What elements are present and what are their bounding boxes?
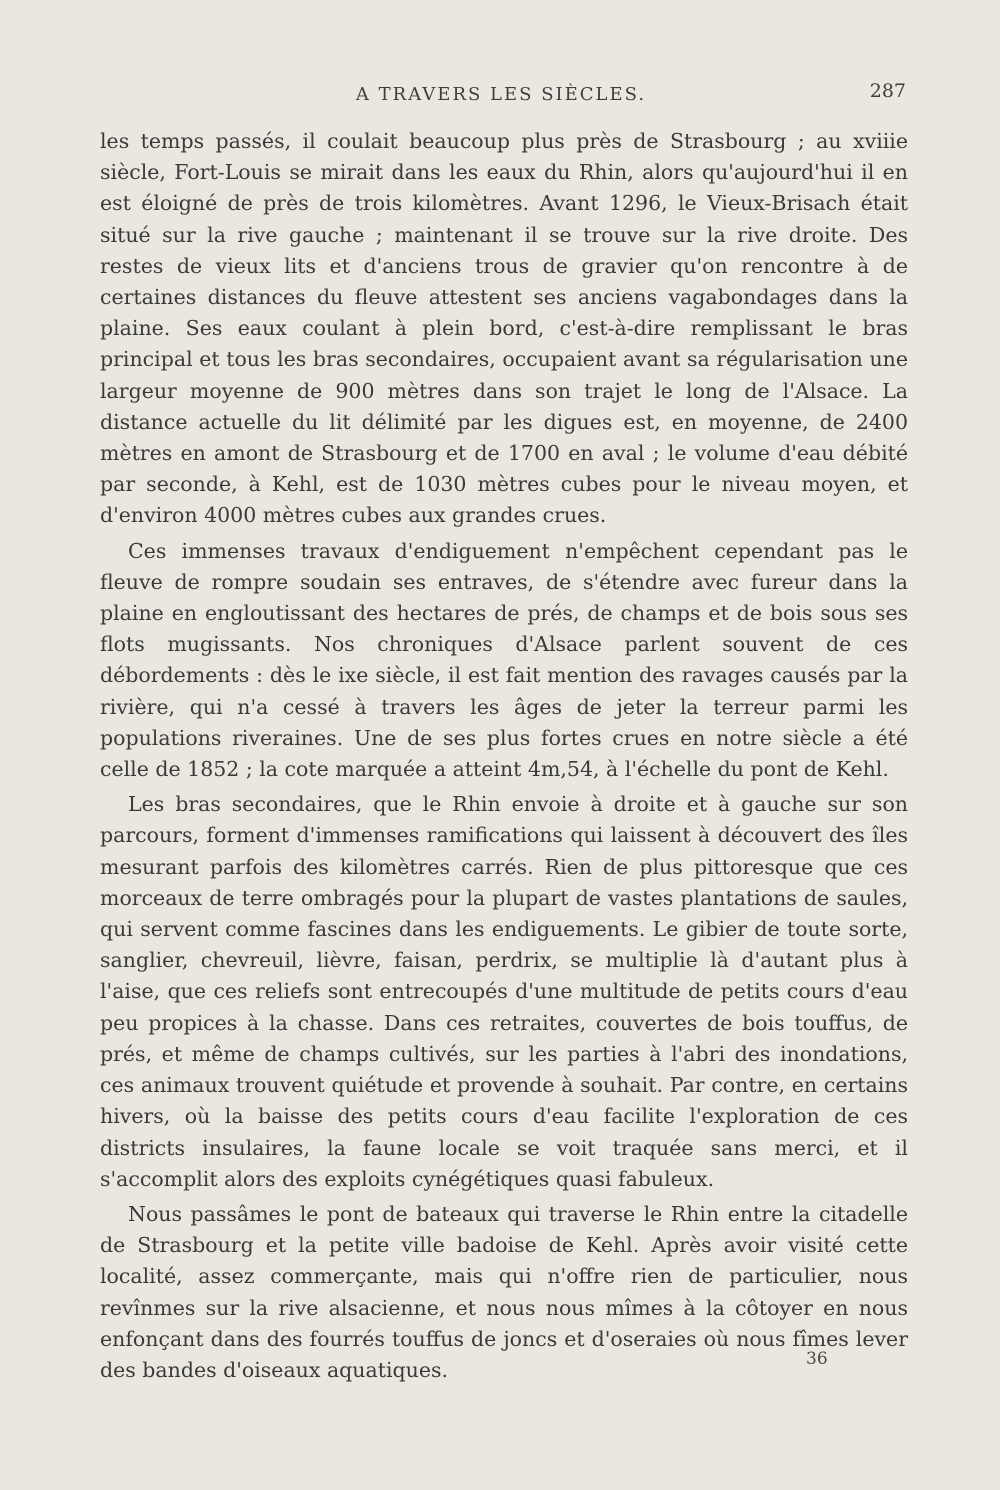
body-text	[100, 126, 908, 1386]
paragraph-1: les temps passés, il coulait beaucoup plus près de Strasbourg ; au xviiie siècle, Fort-Louis se mirait dans les eaux du Rhin, alors qu'aujourd'hui il en est éloigné de près de trois kilomètres. Avant 1296, le Vieux-Brisach était situé sur la rive gauche ; maintenant il se trouve sur la rive droite. Des restes de vieux lits et d'anciens trous de gravier qu'on rencontre à de certaines distances du fleuve attestent ses anciens vagabondages dans la plaine. Ses eaux coulant à plein bord, c'est-à-dire remplissant le bras principal et tous les bras secondaires, occupaient avant sa régularisation une largeur moyenne de 900 mètres dans son trajet le long de l'Alsace. La distance actuelle du lit délimité par les digues est, en moyenne, de 2400 mètres en amont de Strasbourg et de 1700 en aval ; le volume d'eau débité par seconde, à Kehl, est de 1030 mètres cubes pour le niveau moyen, et d'environ 4000 mètres cubes aux grandes crues.	[100, 129, 908, 528]
paragraph-3: Les bras secondaires, que le Rhin envoie à droite et à gauche sur son parcours, forment d'immenses ramifications qui laissent à découvert des îles mesurant parfois des kilomètres carrés. Rien de plus pittoresque que ces morceaux de terre ombragés pour la plupart de vastes plantations de saules, qui servent comme fascines dans les endiguements. Le gibier de toute sorte, sanglier, chevreuil, lièvre, faisan, perdrix, se multiplie là d'autant plus à l'aise, que ces reliefs sont entrecoupés d'une multitude de petits cours d'eau peu propices à la chasse. Dans ces retraites, couvertes de bois touffus, de prés, et même de champs cultivés, sur les parties à l'abri des inondations, ces animaux trouvent quiétude et provende à souhait. Par contre, en certains hivers, où la baisse des petits cours d'eau facilite l'exploration de ces districts insulaires, la faune locale se voit traquée sans merci, et il s'accomplit alors des exploits cynégétiques quasi fabuleux.	[100, 792, 908, 1191]
page-number: 287	[869, 80, 906, 102]
running-head: A TRAVERS LES SIÈCLES.	[355, 84, 647, 105]
paragraph-4: Nous passâmes le pont de bateaux qui traverse le Rhin entre la citadelle de Strasbourg et la petite ville badoise de Kehl. Après avoir visité cette localité, assez commerçante, mais qui n'offre rien de particulier, nous revînmes sur la rive alsacienne, et nous nous mîmes à la côtoyer en nous enfonçant dans des fourrés touffus de joncs et d'oseraies où nous fîmes lever des bandes d'oiseaux aquatiques.	[100, 1201, 908, 1382]
page-header	[92, 80, 910, 114]
paragraph-2: Ces immenses travaux d'endiguement n'empêchent cependant pas le fleuve de rompre soudain ses entraves, de s'étendre avec fureur dans la plaine en engloutissant des hectares de prés, de champs et de bois sous ses flots mugissants. Nos chroniques d'Alsace parlent souvent de ces débordements : dès le ixe siècle, il est fait mention des ravages causés par la rivière, qui n'a cessé à travers les âges de jeter la terreur parmi les populations riveraines. Une de ses plus fortes crues en notre siècle a été celle de 1852 ; la cote marquée a atteint 4m,54, à l'échelle du pont de Kehl.	[100, 538, 908, 782]
signature-mark: 36	[806, 1349, 828, 1369]
